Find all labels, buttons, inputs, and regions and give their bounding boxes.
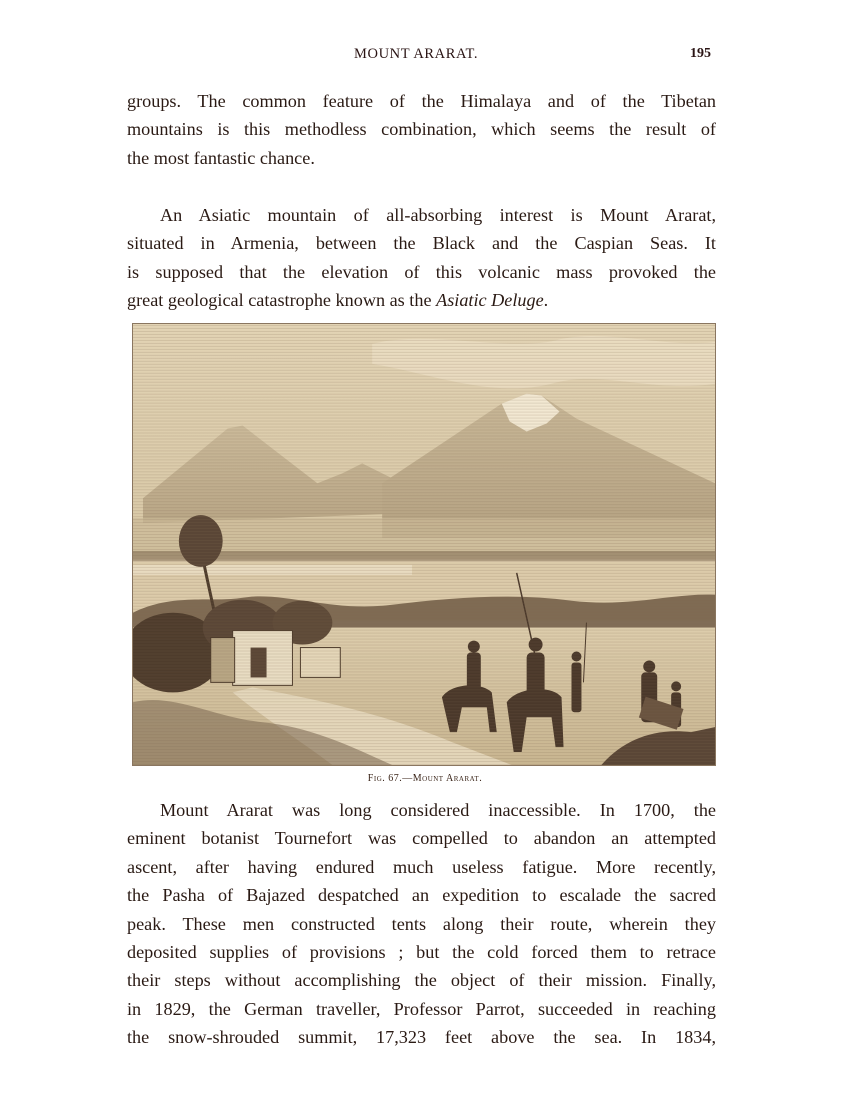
paragraph-3: [127, 796, 716, 1052]
paragraph-2: [127, 201, 716, 315]
punctuation: .: [543, 290, 549, 311]
caption-title: Mount Ararat.: [412, 773, 483, 784]
engraving-illustration: [133, 324, 715, 765]
running-head: [0, 46, 850, 70]
hatching: [133, 324, 715, 765]
text-line: An Asiatic mountain of all-absorbing interest is Mount Ararat,: [160, 205, 716, 225]
paragraph-1: [127, 87, 716, 172]
text-line: ascent, after having endured much useless fatigue. More recently,: [127, 856, 716, 877]
text-line: the Pasha of Bajazed despatched an expedition to escalade the sacred: [127, 885, 716, 906]
text-line: the most fantastic chance.: [127, 147, 315, 168]
page-number: 195: [690, 46, 711, 61]
text-line: in 1829, the German traveller, Professor Parrot, succeeded in reaching: [127, 998, 716, 1019]
text-line: eminent botanist Tournefort was compelled to abandon an attempted: [127, 828, 716, 849]
figure-engraving: [132, 323, 716, 766]
text-line: mountains is this methodless combination, which seems the result of: [127, 119, 716, 140]
text-line: groups. The common feature of the Himalaya and of the Tibetan: [127, 91, 716, 111]
figure-caption: [0, 773, 850, 784]
text-line: their steps without accomplishing the object of their mission. Finally,: [127, 970, 716, 991]
text-line: situated in Armenia, between the Black and the Caspian Seas. It: [127, 233, 716, 254]
caption-prefix: Fig. 67.—: [367, 773, 413, 784]
running-title: MOUNT ARARAT.: [354, 46, 479, 62]
text-fragment: great geological catastrophe known as the: [127, 290, 437, 311]
text-line: the snow-shrouded summit, 17,323 feet above the sea. In 1834,: [127, 1027, 716, 1048]
text-line: Mount Ararat was long considered inaccessible. In 1700, the: [160, 800, 716, 820]
italic-term: Asiatic Deluge: [436, 290, 544, 311]
text-line: deposited supplies of provisions ; but the cold forced them to retrace: [127, 941, 716, 962]
text-line: [127, 286, 716, 314]
text-line: peak. These men constructed tents along their route, wherein they: [127, 913, 716, 934]
text-line: is supposed that the elevation of this volcanic mass provoked the: [127, 261, 716, 282]
